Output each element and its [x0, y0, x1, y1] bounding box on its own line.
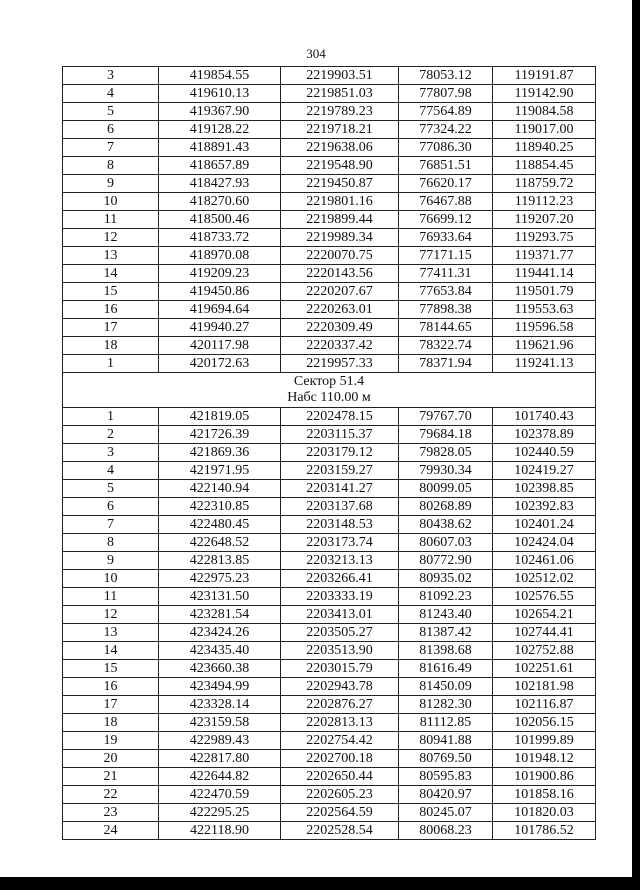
point-number-cell: 4 — [63, 85, 159, 103]
point-number-cell: 17 — [63, 696, 159, 714]
local-x-cell: 81398.68 — [399, 642, 493, 660]
local-x-cell: 77807.98 — [399, 85, 493, 103]
local-x-cell: 81450.09 — [399, 678, 493, 696]
local-y-cell: 102251.61 — [493, 660, 596, 678]
point-number-cell: 6 — [63, 498, 159, 516]
point-number-cell: 3 — [63, 67, 159, 85]
point-number-cell: 13 — [63, 624, 159, 642]
x-coordinate-cell: 423281.54 — [159, 606, 281, 624]
x-coordinate-cell: 422310.85 — [159, 498, 281, 516]
coordinates-block-2 — [63, 408, 596, 840]
table-row — [63, 588, 596, 606]
x-coordinate-cell: 423131.50 — [159, 588, 281, 606]
y-coordinate-cell: 2203137.68 — [281, 498, 399, 516]
section-elevation: Набс 110.00 м — [287, 390, 371, 405]
local-y-cell: 102181.98 — [493, 678, 596, 696]
table-row — [63, 714, 596, 732]
local-x-cell: 80772.90 — [399, 552, 493, 570]
local-x-cell: 80068.23 — [399, 822, 493, 840]
y-coordinate-cell: 2203513.90 — [281, 642, 399, 660]
point-number-cell: 14 — [63, 265, 159, 283]
local-x-cell: 81282.30 — [399, 696, 493, 714]
x-coordinate-cell: 423159.58 — [159, 714, 281, 732]
y-coordinate-cell: 2202943.78 — [281, 678, 399, 696]
table-row — [63, 516, 596, 534]
y-coordinate-cell: 2203141.27 — [281, 480, 399, 498]
point-number-cell: 14 — [63, 642, 159, 660]
point-number-cell: 1 — [63, 355, 159, 373]
local-y-cell: 102461.06 — [493, 552, 596, 570]
local-x-cell: 78053.12 — [399, 67, 493, 85]
table-row — [63, 642, 596, 660]
y-coordinate-cell: 2202605.23 — [281, 786, 399, 804]
x-coordinate-cell: 423424.26 — [159, 624, 281, 642]
x-coordinate-cell: 420117.98 — [159, 337, 281, 355]
table-row — [63, 696, 596, 714]
y-coordinate-cell: 2219450.87 — [281, 175, 399, 193]
table-row — [63, 678, 596, 696]
point-number-cell: 1 — [63, 408, 159, 426]
x-coordinate-cell: 419694.64 — [159, 301, 281, 319]
y-coordinate-cell: 2220263.01 — [281, 301, 399, 319]
table-row — [63, 85, 596, 103]
table-row — [63, 247, 596, 265]
x-coordinate-cell: 420172.63 — [159, 355, 281, 373]
x-coordinate-cell: 423435.40 — [159, 642, 281, 660]
local-x-cell: 80420.97 — [399, 786, 493, 804]
local-x-cell: 76851.51 — [399, 157, 493, 175]
local-y-cell: 102744.41 — [493, 624, 596, 642]
table-row — [63, 552, 596, 570]
point-number-cell: 7 — [63, 516, 159, 534]
point-number-cell: 15 — [63, 283, 159, 301]
y-coordinate-cell: 2202478.15 — [281, 408, 399, 426]
x-coordinate-cell: 422480.45 — [159, 516, 281, 534]
table-row — [63, 193, 596, 211]
local-y-cell: 101740.43 — [493, 408, 596, 426]
y-coordinate-cell: 2202528.54 — [281, 822, 399, 840]
local-y-cell: 119241.13 — [493, 355, 596, 373]
table-row — [63, 211, 596, 229]
table-row — [63, 175, 596, 193]
table-row — [63, 750, 596, 768]
x-coordinate-cell: 422140.94 — [159, 480, 281, 498]
local-y-cell: 102401.24 — [493, 516, 596, 534]
point-number-cell: 6 — [63, 121, 159, 139]
local-x-cell: 80438.62 — [399, 516, 493, 534]
table-row — [63, 624, 596, 642]
table-row — [63, 462, 596, 480]
local-y-cell: 102116.87 — [493, 696, 596, 714]
x-coordinate-cell: 422813.85 — [159, 552, 281, 570]
x-coordinate-cell: 422648.52 — [159, 534, 281, 552]
table-row — [63, 768, 596, 786]
point-number-cell: 19 — [63, 732, 159, 750]
local-x-cell: 81387.42 — [399, 624, 493, 642]
local-y-cell: 119112.23 — [493, 193, 596, 211]
point-number-cell: 11 — [63, 588, 159, 606]
local-y-cell: 102576.55 — [493, 588, 596, 606]
local-x-cell: 77653.84 — [399, 283, 493, 301]
section-header-cell — [63, 373, 596, 408]
local-x-cell: 76933.64 — [399, 229, 493, 247]
x-coordinate-cell: 422644.82 — [159, 768, 281, 786]
local-y-cell: 101999.89 — [493, 732, 596, 750]
table-row — [63, 355, 596, 373]
table-row — [63, 301, 596, 319]
x-coordinate-cell: 423328.14 — [159, 696, 281, 714]
point-number-cell: 24 — [63, 822, 159, 840]
point-number-cell: 5 — [63, 103, 159, 121]
point-number-cell: 9 — [63, 552, 159, 570]
y-coordinate-cell: 2220143.56 — [281, 265, 399, 283]
local-y-cell: 102440.59 — [493, 444, 596, 462]
point-number-cell: 16 — [63, 301, 159, 319]
local-x-cell: 81112.85 — [399, 714, 493, 732]
local-x-cell: 78144.65 — [399, 319, 493, 337]
table-row — [63, 570, 596, 588]
table-row — [63, 498, 596, 516]
point-number-cell: 13 — [63, 247, 159, 265]
point-number-cell: 15 — [63, 660, 159, 678]
local-x-cell: 78322.74 — [399, 337, 493, 355]
point-number-cell: 22 — [63, 786, 159, 804]
point-number-cell: 18 — [63, 714, 159, 732]
table-row — [63, 103, 596, 121]
x-coordinate-cell: 422975.23 — [159, 570, 281, 588]
x-coordinate-cell: 419367.90 — [159, 103, 281, 121]
y-coordinate-cell: 2203115.37 — [281, 426, 399, 444]
y-coordinate-cell: 2219989.34 — [281, 229, 399, 247]
x-coordinate-cell: 418427.93 — [159, 175, 281, 193]
y-coordinate-cell: 2202700.18 — [281, 750, 399, 768]
y-coordinate-cell: 2219957.33 — [281, 355, 399, 373]
y-coordinate-cell: 2203015.79 — [281, 660, 399, 678]
point-number-cell: 23 — [63, 804, 159, 822]
local-x-cell: 78371.94 — [399, 355, 493, 373]
y-coordinate-cell: 2219718.21 — [281, 121, 399, 139]
x-coordinate-cell: 422295.25 — [159, 804, 281, 822]
local-x-cell: 77411.31 — [399, 265, 493, 283]
y-coordinate-cell: 2219638.06 — [281, 139, 399, 157]
local-x-cell: 76699.12 — [399, 211, 493, 229]
table-row — [63, 732, 596, 750]
local-y-cell: 101786.52 — [493, 822, 596, 840]
y-coordinate-cell: 2203179.12 — [281, 444, 399, 462]
x-coordinate-cell: 419940.27 — [159, 319, 281, 337]
y-coordinate-cell: 2203333.19 — [281, 588, 399, 606]
local-x-cell: 81243.40 — [399, 606, 493, 624]
point-number-cell: 4 — [63, 462, 159, 480]
point-number-cell: 17 — [63, 319, 159, 337]
y-coordinate-cell: 2219789.23 — [281, 103, 399, 121]
local-y-cell: 119191.87 — [493, 67, 596, 85]
local-y-cell: 102392.83 — [493, 498, 596, 516]
table-row — [63, 265, 596, 283]
local-x-cell: 80941.88 — [399, 732, 493, 750]
y-coordinate-cell: 2202650.44 — [281, 768, 399, 786]
x-coordinate-cell: 418891.43 — [159, 139, 281, 157]
local-y-cell: 119501.79 — [493, 283, 596, 301]
x-coordinate-cell: 419128.22 — [159, 121, 281, 139]
local-x-cell: 80935.02 — [399, 570, 493, 588]
section-header-row — [63, 373, 596, 408]
y-coordinate-cell: 2219548.90 — [281, 157, 399, 175]
local-x-cell: 80268.89 — [399, 498, 493, 516]
y-coordinate-cell: 2203173.74 — [281, 534, 399, 552]
table-row — [63, 786, 596, 804]
table-row — [63, 283, 596, 301]
local-y-cell: 119207.20 — [493, 211, 596, 229]
local-y-cell: 102378.89 — [493, 426, 596, 444]
local-y-cell: 119371.77 — [493, 247, 596, 265]
local-y-cell: 102419.27 — [493, 462, 596, 480]
x-coordinate-cell: 419854.55 — [159, 67, 281, 85]
local-y-cell: 118854.45 — [493, 157, 596, 175]
table-row — [63, 337, 596, 355]
x-coordinate-cell: 418970.08 — [159, 247, 281, 265]
local-x-cell: 79767.70 — [399, 408, 493, 426]
local-x-cell: 77898.38 — [399, 301, 493, 319]
table-row — [63, 426, 596, 444]
local-y-cell: 102512.02 — [493, 570, 596, 588]
x-coordinate-cell: 418500.46 — [159, 211, 281, 229]
point-number-cell: 8 — [63, 534, 159, 552]
x-coordinate-cell: 423660.38 — [159, 660, 281, 678]
x-coordinate-cell: 421819.05 — [159, 408, 281, 426]
local-y-cell: 101948.12 — [493, 750, 596, 768]
local-y-cell: 119084.58 — [493, 103, 596, 121]
local-x-cell: 79828.05 — [399, 444, 493, 462]
point-number-cell: 7 — [63, 139, 159, 157]
local-y-cell: 119441.14 — [493, 265, 596, 283]
point-number-cell: 16 — [63, 678, 159, 696]
table-row — [63, 408, 596, 426]
y-coordinate-cell: 2219903.51 — [281, 67, 399, 85]
local-x-cell: 77171.15 — [399, 247, 493, 265]
local-y-cell: 101820.03 — [493, 804, 596, 822]
table-row — [63, 660, 596, 678]
x-coordinate-cell: 418270.60 — [159, 193, 281, 211]
coordinates-table — [62, 66, 596, 840]
point-number-cell: 2 — [63, 426, 159, 444]
table-row — [63, 139, 596, 157]
coordinates-block-1 — [63, 67, 596, 373]
y-coordinate-cell: 2203213.13 — [281, 552, 399, 570]
y-coordinate-cell: 2202876.27 — [281, 696, 399, 714]
local-x-cell: 81092.23 — [399, 588, 493, 606]
point-number-cell: 18 — [63, 337, 159, 355]
point-number-cell: 10 — [63, 193, 159, 211]
table-row — [63, 534, 596, 552]
y-coordinate-cell: 2219851.03 — [281, 85, 399, 103]
y-coordinate-cell: 2202564.59 — [281, 804, 399, 822]
local-x-cell: 80595.83 — [399, 768, 493, 786]
x-coordinate-cell: 421726.39 — [159, 426, 281, 444]
x-coordinate-cell: 421971.95 — [159, 462, 281, 480]
local-x-cell: 77564.89 — [399, 103, 493, 121]
y-coordinate-cell: 2220207.67 — [281, 283, 399, 301]
local-x-cell: 77086.30 — [399, 139, 493, 157]
local-x-cell: 80607.03 — [399, 534, 493, 552]
section-header-block — [63, 373, 596, 408]
x-coordinate-cell: 422989.43 — [159, 732, 281, 750]
y-coordinate-cell: 2203148.53 — [281, 516, 399, 534]
local-x-cell: 79930.34 — [399, 462, 493, 480]
local-y-cell: 118940.25 — [493, 139, 596, 157]
y-coordinate-cell: 2203413.01 — [281, 606, 399, 624]
table-row — [63, 480, 596, 498]
x-coordinate-cell: 419209.23 — [159, 265, 281, 283]
local-x-cell: 80099.05 — [399, 480, 493, 498]
table-row — [63, 444, 596, 462]
local-y-cell: 102056.15 — [493, 714, 596, 732]
local-y-cell: 102398.85 — [493, 480, 596, 498]
y-coordinate-cell: 2203505.27 — [281, 624, 399, 642]
x-coordinate-cell: 422118.90 — [159, 822, 281, 840]
table-row — [63, 121, 596, 139]
local-y-cell: 119017.00 — [493, 121, 596, 139]
y-coordinate-cell: 2202754.42 — [281, 732, 399, 750]
local-x-cell: 76467.88 — [399, 193, 493, 211]
point-number-cell: 12 — [63, 606, 159, 624]
local-x-cell: 76620.17 — [399, 175, 493, 193]
y-coordinate-cell: 2219899.44 — [281, 211, 399, 229]
y-coordinate-cell: 2219801.16 — [281, 193, 399, 211]
point-number-cell: 9 — [63, 175, 159, 193]
local-x-cell: 77324.22 — [399, 121, 493, 139]
point-number-cell: 3 — [63, 444, 159, 462]
table-row — [63, 67, 596, 85]
section-title: Сектор 51.4 — [293, 374, 365, 389]
x-coordinate-cell: 419450.86 — [159, 283, 281, 301]
local-y-cell: 119293.75 — [493, 229, 596, 247]
table-row — [63, 822, 596, 840]
point-number-cell: 21 — [63, 768, 159, 786]
local-x-cell: 80769.50 — [399, 750, 493, 768]
point-number-cell: 5 — [63, 480, 159, 498]
local-y-cell: 119621.96 — [493, 337, 596, 355]
table-row — [63, 606, 596, 624]
local-y-cell: 119553.63 — [493, 301, 596, 319]
x-coordinate-cell: 418733.72 — [159, 229, 281, 247]
point-number-cell: 8 — [63, 157, 159, 175]
local-x-cell: 79684.18 — [399, 426, 493, 444]
x-coordinate-cell: 421869.36 — [159, 444, 281, 462]
local-y-cell: 119596.58 — [493, 319, 596, 337]
table-row — [63, 319, 596, 337]
x-coordinate-cell: 423494.99 — [159, 678, 281, 696]
point-number-cell: 11 — [63, 211, 159, 229]
local-y-cell: 102752.88 — [493, 642, 596, 660]
y-coordinate-cell: 2203159.27 — [281, 462, 399, 480]
y-coordinate-cell: 2202813.13 — [281, 714, 399, 732]
local-x-cell: 81616.49 — [399, 660, 493, 678]
table-row — [63, 229, 596, 247]
x-coordinate-cell: 418657.89 — [159, 157, 281, 175]
page-number: 304 — [306, 46, 326, 61]
table-row — [63, 157, 596, 175]
y-coordinate-cell: 2220337.42 — [281, 337, 399, 355]
point-number-cell: 20 — [63, 750, 159, 768]
table-row — [63, 804, 596, 822]
x-coordinate-cell: 422470.59 — [159, 786, 281, 804]
local-y-cell: 101858.16 — [493, 786, 596, 804]
local-y-cell: 118759.72 — [493, 175, 596, 193]
local-y-cell: 101900.86 — [493, 768, 596, 786]
point-number-cell: 10 — [63, 570, 159, 588]
local-y-cell: 119142.90 — [493, 85, 596, 103]
y-coordinate-cell: 2203266.41 — [281, 570, 399, 588]
point-number-cell: 12 — [63, 229, 159, 247]
local-y-cell: 102654.21 — [493, 606, 596, 624]
y-coordinate-cell: 2220309.49 — [281, 319, 399, 337]
y-coordinate-cell: 2220070.75 — [281, 247, 399, 265]
local-x-cell: 80245.07 — [399, 804, 493, 822]
x-coordinate-cell: 422817.80 — [159, 750, 281, 768]
x-coordinate-cell: 419610.13 — [159, 85, 281, 103]
local-y-cell: 102424.04 — [493, 534, 596, 552]
